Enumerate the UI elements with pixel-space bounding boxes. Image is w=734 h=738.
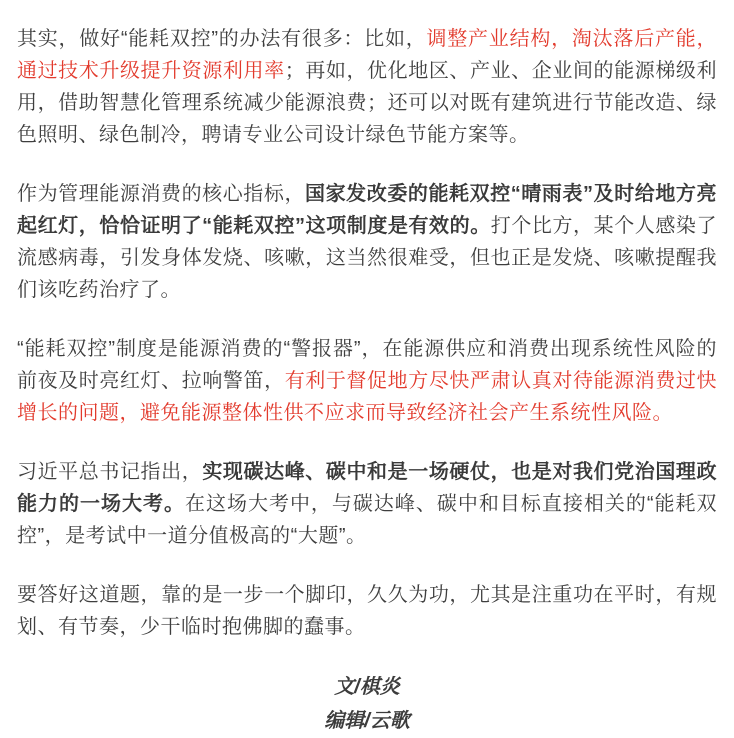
- highlighted-red-text: 有利于督促地方尽快严肃认真对待能源消费过快增长的问题，避免能源整体性供不应求而导致经济社会产生系统性风险。: [17, 370, 718, 424]
- paragraph: [17, 178, 717, 306]
- body-text: “能耗双控”制度是能源消费的“警报器”，在能源供应和消费出现系统性风险的前夜及时亮红灯、拉响警笛，: [17, 338, 717, 392]
- body-text: 作为管理能源消费的核心指标，: [17, 183, 306, 205]
- emphasized-bold-text: 实现碳达峰、碳中和是一场硬仗，也是对我们党治国理政能力的一场大考。: [17, 461, 718, 515]
- body-text: 要答好这道题，靠的是一步一个脚印，久久为功，尤其是注重功在平时，有规划、有节奏，少干临时抱佛脚的蠢事。: [17, 584, 717, 638]
- body-text: 其实，做好“能耗双控”的办法有很多：比如，: [17, 28, 427, 50]
- paragraph: [17, 456, 717, 552]
- highlighted-red-text: 调整产业结构，淘汰落后产能，通过技术升级提升资源利用率: [17, 28, 718, 82]
- paragraph: [17, 23, 717, 151]
- body-text: 在这场大考中，与碳达峰、碳中和目标直接相关的“能耗双控”，是考试中一道分值极高的“大题”。: [17, 493, 717, 547]
- byline-editor: 编辑/云歌: [324, 710, 410, 732]
- byline: [17, 670, 717, 738]
- emphasized-bold-text: 国家发改委的能耗双控“晴雨表”及时给地方亮起红灯，恰恰证明了“能耗双控”这项制度是有效的。: [17, 183, 718, 237]
- body-text: 打个比方，某个人感染了流感病毒，引发身体发烧、咳嗽，这当然很难受，但也正是发烧、咳嗽提醒我们该吃药治疗了。: [17, 215, 718, 301]
- body-text: 习近平总书记指出，: [17, 461, 203, 483]
- byline-author: 文/棋炎: [334, 676, 400, 698]
- paragraph: [17, 579, 717, 643]
- article-body: [17, 23, 717, 643]
- body-text: ；再如，优化地区、产业、企业间的能源梯级利用，借助智慧化管理系统减少能源浪费；还可以对既有建筑进行节能改造、绿色照明、绿色制冷，聘请专业公司设计绿色节能方案等。: [17, 60, 718, 146]
- paragraph: [17, 333, 717, 429]
